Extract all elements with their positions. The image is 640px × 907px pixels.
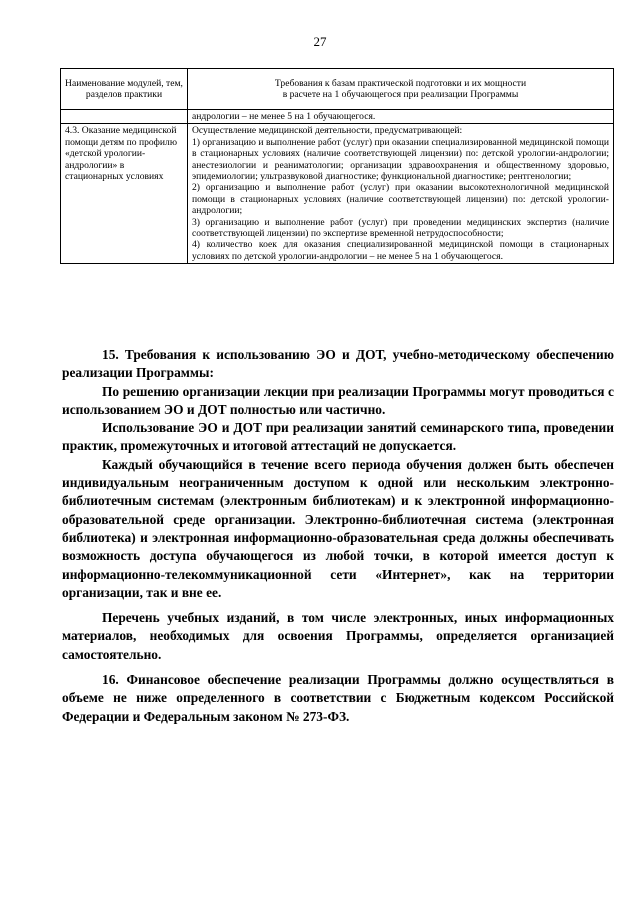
table-header-row <box>61 69 614 110</box>
requirements-item-4: 4) количество коек для оказания специализированной медицинской помощи в стационарных условиях по детской урологии-андрологии – не менее 5 на 1 обучающегося. <box>192 239 609 262</box>
requirements-item-2: 2) организацию и выполнение работ (услуг) при оказании высокотехнологичной медицинской помощи в стационарных условиях (наличие соответствующей лицензии) по: детской урологии-андрологии; <box>192 182 609 217</box>
paragraph-seminars: Использование ЭО и ДОТ при реализации занятий семинарского типа, проведении практик, промежуточных и итоговой аттестаций не допускается. <box>62 420 614 454</box>
header-requirements-line2: в расчете на 1 обучающегося при реализации Программы <box>282 89 519 100</box>
header-requirements-line1: Требования к базам практической подготовки и их мощности <box>274 77 527 89</box>
section-15-heading: 15. Требования к использованию ЭО и ДОТ, учебно-методическому обеспечению реализации Программы: <box>62 347 614 381</box>
module-cell: 4.3. Оказание медицинской помощи детям по профилю «детской урологии-андрологии» в стационарных условиях <box>61 124 188 264</box>
body-text <box>62 346 614 726</box>
paragraph-publications: Перечень учебных изданий, в том числе электронных, иных информационных материалов, необходимых для освоения Программы, определяется организацией самостоятельно. <box>62 610 614 662</box>
table-row <box>61 124 614 264</box>
header-requirements <box>188 69 614 110</box>
continuation-cell: андрологии – не менее 5 на 1 обучающегося. <box>188 110 614 124</box>
requirements-table <box>60 68 614 264</box>
page-number: 27 <box>313 34 327 49</box>
table-row-continuation <box>61 110 614 124</box>
requirements-intro: Осуществление медицинской деятельности, предусматривающей: <box>192 125 463 137</box>
requirements-item-1: 1) организацию и выполнение работ (услуг) при оказании специализированной медицинской помощи в стационарных условиях (наличие соответствующей лицензии) по: детской урологии-андрологии; анестезиологии и реаниматологии; организации здравоохранения и общественному здоровью, эпидемиологии; ультразвуковой диагностике; функциональной диагностике; рентгенологии; <box>192 136 609 183</box>
paragraph-lectures: По решению организации лекции при реализации Программы могут проводиться с использованием ЭО и ДОТ полностью или частично. <box>62 383 614 417</box>
requirements-item-3: 3) организацию и выполнение работ (услуг) при проведении медицинских экспертиз (наличие соответствующей лицензии) по экспертизе временной нетрудоспособности; <box>192 216 609 240</box>
section-16-financing: 16. Финансовое обеспечение реализации Программы должно осуществляться в объеме не ниже определенного в соответствии с Бюджетным кодексом Российской Федерации и Федеральным законом № 273-ФЗ. <box>62 672 614 724</box>
requirements-cell <box>188 124 614 264</box>
paragraph-library-access: Каждый обучающийся в течение всего периода обучения должен быть обеспечен индивидуальным неограниченным доступом к одной или нескольким электронно-библиотечным системам (электронным библиотекам) и к электронной информационно-образовательной среде организации. Электронно-библиотечная система (электронная библиотека) и электронная информационно-образовательная среда должны обеспечивать возможность доступа обучающегося из любой точки, в которой имеется доступ к информационно-телекоммуникационной сети «Интернет», как на территории организации, так и вне ее. <box>62 456 614 600</box>
continuation-empty-cell <box>61 110 188 124</box>
header-modules: Наименование модулей, тем, разделов практики <box>61 69 188 110</box>
